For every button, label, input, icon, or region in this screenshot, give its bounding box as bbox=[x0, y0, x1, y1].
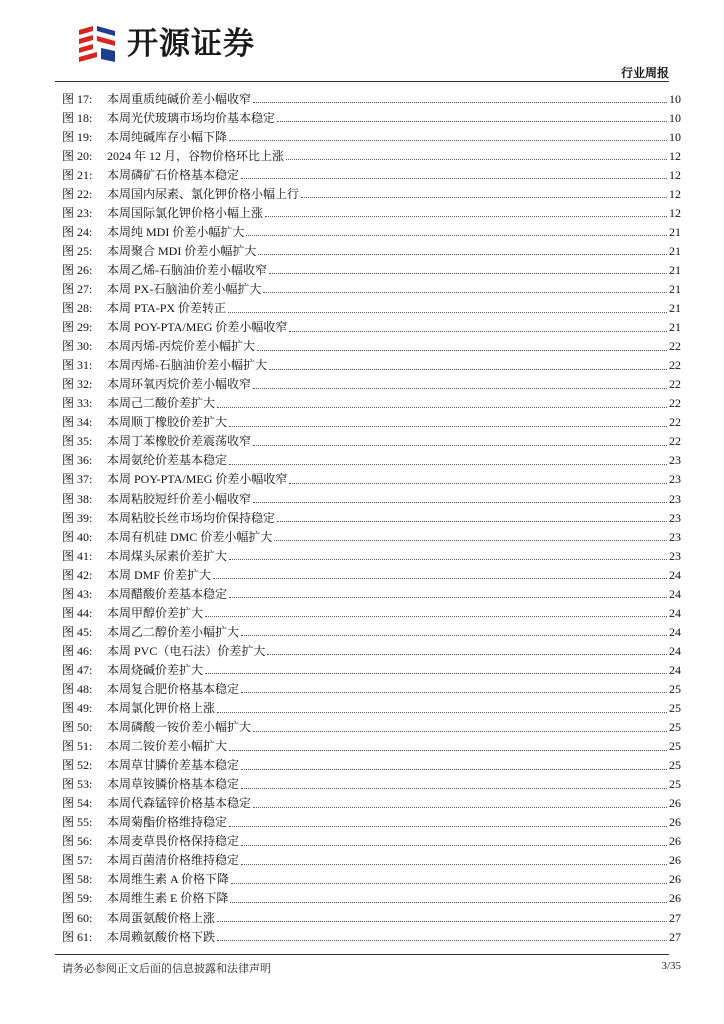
page-number: 27 bbox=[669, 910, 681, 925]
dot-leader bbox=[286, 159, 667, 160]
figure-number: 图 46: bbox=[62, 643, 93, 658]
report-type-label: 行业周报 bbox=[620, 66, 669, 80]
toc-entry[interactable] bbox=[62, 603, 681, 622]
page-number: 25 bbox=[669, 777, 681, 792]
figure-title: 本周己二酸价差扩大 bbox=[107, 396, 216, 411]
dot-leader bbox=[229, 750, 667, 751]
figure-number: 图 18: bbox=[62, 110, 93, 125]
page-number: 21 bbox=[669, 262, 681, 277]
figure-number: 图 42: bbox=[62, 567, 93, 582]
dot-leader bbox=[269, 273, 667, 274]
toc-entry[interactable] bbox=[62, 165, 681, 184]
figure-title: 本周纯 MDI 价差小幅扩大 bbox=[107, 224, 245, 239]
toc-entry[interactable] bbox=[62, 756, 681, 775]
figure-number: 图 58: bbox=[62, 872, 93, 887]
toc-entry[interactable] bbox=[62, 146, 681, 165]
figure-number: 图 34: bbox=[62, 415, 93, 430]
figure-number: 图 50: bbox=[62, 720, 93, 735]
toc-entry[interactable] bbox=[62, 527, 681, 546]
figure-number: 图 21: bbox=[62, 167, 93, 182]
toc-entry[interactable] bbox=[62, 908, 681, 927]
dot-leader bbox=[229, 597, 667, 598]
figure-number: 图 55: bbox=[62, 815, 93, 830]
page-number: 26 bbox=[669, 891, 681, 906]
toc-entry[interactable] bbox=[62, 622, 681, 641]
brand-name: 开源证券 bbox=[127, 26, 255, 62]
dot-leader bbox=[253, 388, 667, 389]
figure-title: 本周百菌清价格维持稳定 bbox=[107, 853, 240, 868]
page-number: 24 bbox=[669, 643, 681, 658]
page-number: 24 bbox=[669, 586, 681, 601]
figure-number: 图 35: bbox=[62, 434, 93, 449]
figure-number: 图 20: bbox=[62, 148, 93, 163]
page-number: 12 bbox=[669, 148, 681, 163]
figure-title: 本周磷酸一铵价差小幅扩大 bbox=[107, 720, 252, 735]
figure-number: 图 59: bbox=[62, 891, 93, 906]
toc-entry[interactable] bbox=[62, 356, 681, 375]
dot-leader bbox=[253, 502, 667, 503]
dot-leader bbox=[253, 731, 667, 732]
page-number: 23 bbox=[669, 472, 681, 487]
figure-title: 本周蛋氨酸价格上涨 bbox=[107, 910, 216, 925]
page-number: 26 bbox=[669, 872, 681, 887]
dot-leader bbox=[301, 197, 667, 198]
page-number: 24 bbox=[669, 624, 681, 639]
dot-leader bbox=[213, 578, 667, 579]
figure-title: 本周氨纶价差基本稳定 bbox=[107, 453, 228, 468]
figure-title: 本周 PTA-PX 价差转正 bbox=[107, 301, 227, 316]
figure-number: 图 27: bbox=[62, 281, 93, 296]
figure-number: 图 54: bbox=[62, 796, 93, 811]
figure-number: 图 40: bbox=[62, 529, 93, 544]
toc-entry[interactable] bbox=[62, 832, 681, 851]
figure-number: 图 60: bbox=[62, 910, 93, 925]
figure-number: 图 24: bbox=[62, 224, 93, 239]
dot-leader bbox=[241, 692, 667, 693]
figure-number: 图 19: bbox=[62, 129, 93, 144]
page-number: 10 bbox=[669, 110, 681, 125]
dot-leader bbox=[241, 635, 667, 636]
toc-entry[interactable] bbox=[62, 546, 681, 565]
figure-number: 图 41: bbox=[62, 548, 93, 563]
page-number: 25 bbox=[669, 701, 681, 716]
dot-leader bbox=[241, 864, 667, 865]
page-number: 27 bbox=[669, 929, 681, 944]
figure-list bbox=[62, 89, 681, 946]
toc-entry[interactable] bbox=[62, 699, 681, 718]
page-number: 23 bbox=[669, 529, 681, 544]
figure-number: 图 48: bbox=[62, 681, 93, 696]
dot-leader bbox=[205, 616, 667, 617]
page-number: 25 bbox=[669, 720, 681, 735]
toc-entry[interactable] bbox=[62, 851, 681, 870]
figure-title: 本周有机硅 DMC 价差小幅扩大 bbox=[107, 529, 273, 544]
figure-number: 图 30: bbox=[62, 339, 93, 354]
toc-entry[interactable] bbox=[62, 641, 681, 660]
toc-entry[interactable] bbox=[62, 775, 681, 794]
dot-leader bbox=[241, 769, 667, 770]
dot-leader bbox=[289, 483, 667, 484]
figure-number: 图 28: bbox=[62, 301, 93, 316]
kaiyuan-logo-icon bbox=[75, 22, 119, 66]
page-number: 25 bbox=[669, 681, 681, 696]
figure-title: 2024 年 12 月，谷物价格环比上涨 bbox=[107, 148, 285, 163]
toc-entry[interactable] bbox=[62, 565, 681, 584]
figure-number: 图 32: bbox=[62, 377, 93, 392]
figure-title: 本周维生素 A 价格下降 bbox=[107, 872, 230, 887]
dot-leader bbox=[217, 407, 667, 408]
toc-entry[interactable] bbox=[62, 413, 681, 432]
figure-title: 本周纯碱库存小幅下降 bbox=[107, 129, 228, 144]
page-number: 26 bbox=[669, 796, 681, 811]
figure-title: 本周代森锰锌价格基本稳定 bbox=[107, 796, 252, 811]
toc-entry[interactable] bbox=[62, 108, 681, 127]
page-number: 23 bbox=[669, 510, 681, 525]
figure-number: 图 56: bbox=[62, 834, 93, 849]
page-number: 21 bbox=[669, 281, 681, 296]
dot-leader bbox=[229, 426, 667, 427]
figure-number: 图 57: bbox=[62, 853, 93, 868]
figure-title: 本周赖氨酸价格下跌 bbox=[107, 929, 216, 944]
figure-title: 本周 DMF 价差扩大 bbox=[107, 567, 212, 582]
page-number: 10 bbox=[669, 91, 681, 106]
toc-entry[interactable] bbox=[62, 127, 681, 146]
figure-number: 图 52: bbox=[62, 758, 93, 773]
dot-leader bbox=[277, 121, 667, 122]
toc-entry[interactable] bbox=[62, 679, 681, 698]
page-number: 21 bbox=[669, 243, 681, 258]
footer-divider bbox=[55, 954, 669, 955]
page-number: 12 bbox=[669, 186, 681, 201]
figure-title: 本周粘胶短纤价差小幅收窄 bbox=[107, 491, 252, 506]
figure-number: 图 36: bbox=[62, 453, 93, 468]
dot-leader bbox=[230, 902, 667, 903]
figure-number: 图 22: bbox=[62, 186, 93, 201]
figure-title: 本周 PX-石脑油价差小幅扩大 bbox=[107, 281, 262, 296]
page-number: 22 bbox=[669, 377, 681, 392]
toc-entry[interactable] bbox=[62, 718, 681, 737]
dot-leader bbox=[229, 826, 667, 827]
dot-leader bbox=[241, 178, 667, 179]
toc-entry[interactable] bbox=[62, 318, 681, 337]
figure-title: 本周复合肥价格基本稳定 bbox=[107, 681, 240, 696]
page-number: 24 bbox=[669, 605, 681, 620]
page-number: 26 bbox=[669, 815, 681, 830]
figure-title: 本周草甘膦价差基本稳定 bbox=[107, 758, 240, 773]
figure-number: 图 44: bbox=[62, 605, 93, 620]
dot-leader bbox=[257, 350, 667, 351]
dot-leader bbox=[217, 940, 667, 941]
toc-entry[interactable] bbox=[62, 927, 681, 946]
figure-title: 本周烧碱价差扩大 bbox=[107, 662, 204, 677]
dot-leader bbox=[229, 140, 667, 141]
toc-entry[interactable] bbox=[62, 489, 681, 508]
figure-number: 图 31: bbox=[62, 358, 93, 373]
figure-number: 图 29: bbox=[62, 320, 93, 335]
dot-leader bbox=[265, 216, 667, 217]
page-number: 22 bbox=[669, 358, 681, 373]
dot-leader bbox=[229, 559, 667, 560]
toc-entry[interactable] bbox=[62, 279, 681, 298]
figure-number: 图 38: bbox=[62, 491, 93, 506]
page-number: 23 bbox=[669, 548, 681, 563]
toc-entry[interactable] bbox=[62, 241, 681, 260]
dot-leader bbox=[205, 673, 667, 674]
toc-entry[interactable] bbox=[62, 394, 681, 413]
dot-leader bbox=[229, 464, 667, 465]
page-number: 21 bbox=[669, 301, 681, 316]
header-divider bbox=[55, 81, 669, 82]
page-number: 22 bbox=[669, 396, 681, 411]
dot-leader bbox=[274, 540, 667, 541]
dot-leader bbox=[258, 254, 667, 255]
figure-title: 本周顺丁橡胶价差扩大 bbox=[107, 415, 228, 430]
dot-leader bbox=[246, 235, 667, 236]
page-indicator: 3/35 bbox=[661, 960, 681, 972]
dot-leader bbox=[269, 369, 667, 370]
dot-leader bbox=[217, 712, 667, 713]
toc-entry[interactable] bbox=[62, 432, 681, 451]
figure-number: 图 23: bbox=[62, 205, 93, 220]
toc-entry[interactable] bbox=[62, 375, 681, 394]
figure-title: 本周丙烯-丙烷价差小幅扩大 bbox=[107, 339, 255, 354]
figure-number: 图 39: bbox=[62, 510, 93, 525]
figure-title: 本周醋酸价差基本稳定 bbox=[107, 586, 228, 601]
figure-title: 本周氯化钾价格上涨 bbox=[107, 701, 216, 716]
figure-title: 本周磷矿石价格基本稳定 bbox=[107, 167, 240, 182]
page-number: 24 bbox=[669, 662, 681, 677]
page-number: 26 bbox=[669, 853, 681, 868]
toc-entry[interactable] bbox=[62, 203, 681, 222]
figure-title: 本周国际氯化钾价格小幅上涨 bbox=[107, 205, 264, 220]
toc-entry[interactable] bbox=[62, 737, 681, 756]
page-number: 12 bbox=[669, 205, 681, 220]
figure-title: 本周丁苯橡胶价差震荡收窄 bbox=[107, 434, 252, 449]
toc-entry[interactable] bbox=[62, 299, 681, 318]
page-number: 23 bbox=[669, 491, 681, 506]
toc-entry[interactable] bbox=[62, 260, 681, 279]
figure-title: 本周重质纯碱价差小幅收窄 bbox=[107, 91, 252, 106]
figure-title: 本周乙二醇价差小幅扩大 bbox=[107, 624, 240, 639]
figure-number: 图 25: bbox=[62, 243, 93, 258]
toc-entry[interactable] bbox=[62, 337, 681, 356]
dot-leader bbox=[277, 521, 667, 522]
dot-leader bbox=[289, 331, 667, 332]
dot-leader bbox=[267, 654, 667, 655]
figure-number: 图 26: bbox=[62, 262, 93, 277]
figure-title: 本周 PVC（电石法）价差扩大 bbox=[107, 643, 266, 658]
page-number: 25 bbox=[669, 758, 681, 773]
figure-title: 本周煤头尿素价差扩大 bbox=[107, 548, 228, 563]
figure-title: 本周粘胶长丝市场均价保持稳定 bbox=[107, 510, 276, 525]
dot-leader bbox=[253, 445, 667, 446]
page-number: 26 bbox=[669, 834, 681, 849]
figure-title: 本周甲醇价差扩大 bbox=[107, 605, 204, 620]
page-number: 22 bbox=[669, 415, 681, 430]
figure-title: 本周国内尿素、氯化钾价格小幅上行 bbox=[107, 186, 300, 201]
figure-title: 本周丙烯-石脑油价差小幅扩大 bbox=[107, 358, 267, 373]
figure-number: 图 37: bbox=[62, 472, 93, 487]
figure-title: 本周聚合 MDI 价差小幅扩大 bbox=[107, 243, 257, 258]
figure-number: 图 47: bbox=[62, 662, 93, 677]
dot-leader bbox=[241, 845, 667, 846]
toc-entry[interactable] bbox=[62, 222, 681, 241]
page-number: 24 bbox=[669, 567, 681, 582]
page-number: 21 bbox=[669, 224, 681, 239]
figure-number: 图 51: bbox=[62, 739, 93, 754]
toc-entry[interactable] bbox=[62, 870, 681, 889]
toc-entry[interactable] bbox=[62, 508, 681, 527]
toc-entry[interactable] bbox=[62, 584, 681, 603]
toc-entry[interactable] bbox=[62, 660, 681, 679]
figure-title: 本周草铵膦价格基本稳定 bbox=[107, 777, 240, 792]
dot-leader bbox=[253, 807, 667, 808]
footer-disclaimer: 请务必参阅正文后面的信息披露和法律声明 bbox=[62, 963, 271, 975]
figure-number: 图 45: bbox=[62, 624, 93, 639]
page-number: 23 bbox=[669, 453, 681, 468]
figure-title: 本周乙烯-石脑油价差小幅收窄 bbox=[107, 262, 267, 277]
toc-entry[interactable] bbox=[62, 470, 681, 489]
figure-title: 本周二铵价差小幅扩大 bbox=[107, 739, 228, 754]
figure-number: 图 49: bbox=[62, 701, 93, 716]
figure-title: 本周光伏玻璃市场均价基本稳定 bbox=[107, 110, 276, 125]
dot-leader bbox=[253, 102, 667, 103]
dot-leader bbox=[228, 312, 667, 313]
figure-title: 本周 POY-PTA/MEG 价差小幅收窄 bbox=[107, 472, 288, 487]
page-number: 10 bbox=[669, 129, 681, 144]
toc-entry[interactable] bbox=[62, 813, 681, 832]
page-number: 25 bbox=[669, 739, 681, 754]
brand-logo bbox=[75, 22, 255, 66]
figure-number: 图 33: bbox=[62, 396, 93, 411]
figure-number: 图 43: bbox=[62, 586, 93, 601]
page-number: 22 bbox=[669, 339, 681, 354]
figure-number: 图 17: bbox=[62, 91, 93, 106]
figure-title: 本周麦草畏价格保持稳定 bbox=[107, 834, 240, 849]
figure-title: 本周环氧丙烷价差小幅收窄 bbox=[107, 377, 252, 392]
toc-entry[interactable] bbox=[62, 889, 681, 908]
figure-title: 本周 POY-PTA/MEG 价差小幅收窄 bbox=[107, 320, 288, 335]
page-number: 21 bbox=[669, 320, 681, 335]
toc-entry[interactable] bbox=[62, 451, 681, 470]
figure-title: 本周维生素 E 价格下降 bbox=[107, 891, 229, 906]
toc-entry[interactable] bbox=[62, 794, 681, 813]
page-number: 22 bbox=[669, 434, 681, 449]
dot-leader bbox=[217, 921, 667, 922]
dot-leader bbox=[231, 883, 667, 884]
figure-number: 图 53: bbox=[62, 777, 93, 792]
figure-title: 本周菊酯价格维持稳定 bbox=[107, 815, 228, 830]
dot-leader bbox=[263, 292, 667, 293]
dot-leader bbox=[241, 788, 667, 789]
page-number: 12 bbox=[669, 167, 681, 182]
toc-entry[interactable] bbox=[62, 89, 681, 108]
toc-entry[interactable] bbox=[62, 184, 681, 203]
figure-number: 图 61: bbox=[62, 929, 93, 944]
